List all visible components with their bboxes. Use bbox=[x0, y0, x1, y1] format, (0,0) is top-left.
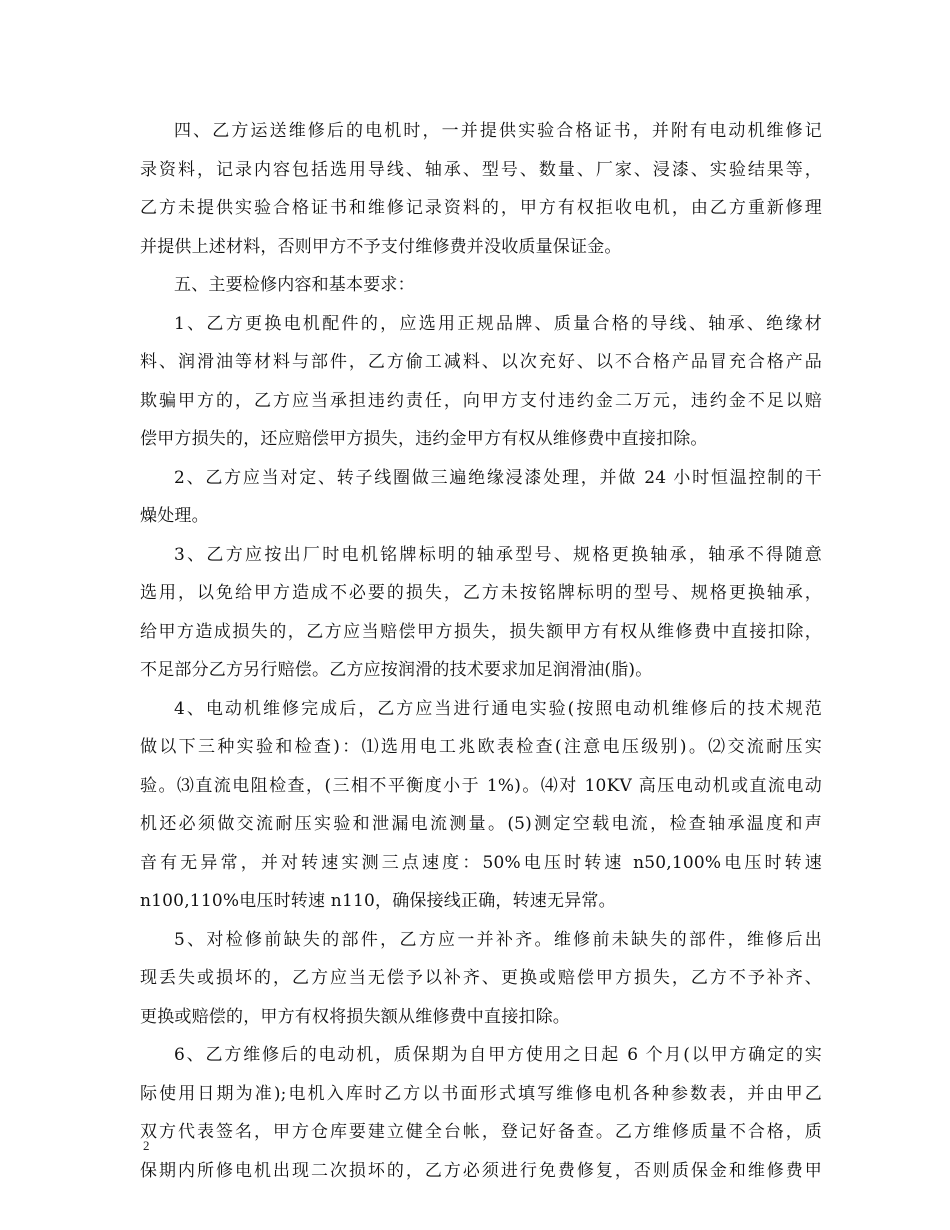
text-line: 现丢失或损坏的，乙方应当无偿予以补齐、更换或赔偿甲方损失，乙方不予补齐、 bbox=[140, 968, 822, 988]
text-line: 更换或赔偿的，甲方有权将损失额从维修费中直接扣除。 bbox=[140, 1006, 570, 1027]
text-line: 乙方未提供实验合格证书和维修记录资料的，甲方有权拒收电机，由乙方重新修理 bbox=[140, 198, 822, 218]
text-line: 不足部分乙方另行赔偿。乙方应按润滑的技术要求加足润滑油(脂)。 bbox=[140, 660, 653, 680]
text-line: 1、乙方更换电机配件的，应选用正规品牌、质量合格的导线、轴承、绝缘材 bbox=[174, 313, 822, 334]
text-line: 6、乙方维修后的电动机，质保期为自甲方使用之日起 6 个月(以甲方确定的实 bbox=[174, 1045, 822, 1065]
text-line: 双方代表签名，甲方仓库要建立健全台帐，登记好备查。乙方维修质量不合格，质 bbox=[140, 1122, 822, 1142]
text-line: 偿甲方损失的，还应赔偿甲方损失，违约金甲方有权从维修费中直接扣除。 bbox=[140, 429, 708, 449]
paragraph-item-1 bbox=[140, 305, 822, 459]
text-line: 给甲方造成损失的，乙方应当赔偿甲方损失，损失额甲方有权从维修费中直接扣除， bbox=[140, 621, 822, 642]
page-number: 2 bbox=[143, 1138, 150, 1153]
text-line: 4、电动机维修完成后，乙方应当进行通电实验(按照电动机维修后的技术规范 bbox=[174, 698, 822, 719]
text-line: 料、润滑油等材料与部件，乙方偷工减料、以次充好、以不合格产品冒充合格产品 bbox=[140, 352, 822, 372]
text-line: 机还必须做交流耐压实验和泄漏电流测量。(5)测定空载电流，检查轴承温度和声 bbox=[140, 814, 822, 834]
text-line: 录资料，记录内容包括选用导线、轴承、型号、数量、厂家、浸漆、实验结果等， bbox=[140, 159, 822, 180]
text-line: 3、乙方应按出厂时电机铭牌标明的轴承型号、规格更换轴承，轴承不得随意 bbox=[174, 544, 822, 565]
text-line: 2、乙方应当对定、转子线圈做三遍绝缘浸漆处理，并做 24 小时恒温控制的干 bbox=[174, 467, 822, 488]
text-line: 四、乙方运送维修后的电机时，一并提供实验合格证书，并附有电动机维修记 bbox=[174, 121, 822, 141]
paragraph-item-6 bbox=[140, 1036, 822, 1190]
text-line: 并提供上述材料，否则甲方不予支付维修费并没收质量保证金。 bbox=[140, 236, 622, 257]
paragraph-item-5 bbox=[140, 921, 822, 1037]
text-line: 5、对检修前缺失的部件，乙方应一并补齐。维修前未缺失的部件，维修后出 bbox=[174, 929, 822, 950]
paragraph-clause-5-heading bbox=[140, 266, 822, 305]
text-line: 燥处理。 bbox=[140, 506, 209, 526]
text-line: 选用，以免给甲方造成不必要的损失，乙方未按铭牌标明的型号、规格更换轴承， bbox=[140, 583, 822, 603]
paragraph-item-3 bbox=[140, 536, 822, 690]
text-line: 五、主要检修内容和基本要求： bbox=[174, 275, 415, 295]
document-body bbox=[140, 112, 822, 1190]
paragraph-clause-4 bbox=[140, 112, 822, 266]
paragraph-item-4 bbox=[140, 690, 822, 921]
text-line: 保期内所修电机出现二次损坏的，乙方必须进行免费修复，否则质保金和维修费甲 bbox=[140, 1160, 822, 1181]
paragraph-item-2 bbox=[140, 459, 822, 536]
text-line: 际使用日期为准);电机入库时乙方以书面形式填写维修电机各种参数表，并由甲乙 bbox=[140, 1083, 822, 1104]
text-line: n100,110%电压时转速 n110，确保接线正确，转速无异常。 bbox=[140, 891, 616, 911]
text-line: 欺骗甲方的，乙方应当承担违约责任，向甲方支付违约金二万元，违约金不足以赔 bbox=[140, 390, 822, 411]
text-line: 验。⑶直流电阻检查，(三相不平衡度小于 1%)。⑷对 10KV 高压电动机或直流电动 bbox=[140, 775, 822, 796]
text-line: 音有无异常，并对转速实测三点速度：50%电压时转速 n50,100%电压时转速 bbox=[140, 852, 822, 873]
text-line: 做以下三种实验和检查)：⑴选用电工兆欧表检查(注意电压级别)。⑵交流耐压实 bbox=[140, 737, 822, 757]
